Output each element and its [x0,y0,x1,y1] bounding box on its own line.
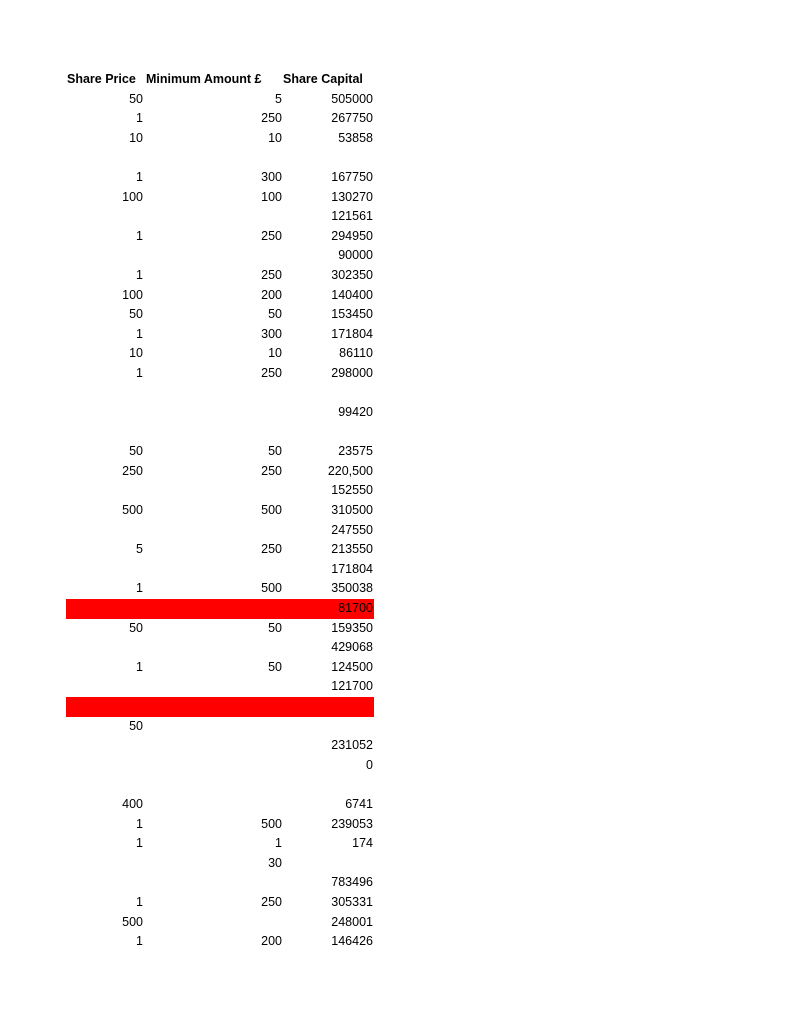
minimum-amount-cell[interactable]: 50 [268,659,282,674]
share-price-cell[interactable]: 1 [136,326,143,341]
share-capital-cell[interactable]: 248001 [331,914,373,929]
minimum-amount-cell[interactable]: 500 [261,503,282,518]
table-row [66,364,374,384]
table-row [66,834,374,854]
share-capital-cell[interactable]: 429068 [331,640,373,655]
share-price-cell[interactable]: 50 [129,718,143,733]
share-capital-cell[interactable]: 171804 [331,326,373,341]
table-row [66,677,374,697]
table-row [66,619,374,639]
minimum-amount-cell[interactable]: 500 [261,816,282,831]
table-row [66,344,374,364]
table-row [66,560,374,580]
share-price-cell[interactable]: 1 [136,267,143,282]
minimum-amount-cell[interactable]: 5 [275,91,282,106]
share-capital-cell[interactable]: 0 [366,757,373,772]
minimum-amount-cell[interactable]: 500 [261,581,282,596]
share-price-cell[interactable]: 10 [129,130,143,145]
table-row [66,481,374,501]
share-capital-cell[interactable]: 23575 [338,444,373,459]
share-capital-cell[interactable]: 267750 [331,111,373,126]
minimum-amount-cell[interactable]: 50 [268,307,282,322]
table-row [66,932,374,952]
table-row [66,462,374,482]
share-capital-cell[interactable]: 146426 [331,934,373,949]
share-price-cell[interactable]: 1 [136,816,143,831]
minimum-amount-cell[interactable]: 50 [268,620,282,635]
table-row [66,717,374,737]
minimum-amount-cell[interactable]: 10 [268,130,282,145]
share-capital-cell[interactable]: 310500 [331,503,373,518]
share-price-cell[interactable]: 500 [122,503,143,518]
table-row [66,207,374,227]
share-capital-cell[interactable]: 140400 [331,287,373,302]
share-price-cell[interactable]: 100 [122,287,143,302]
share-capital-cell[interactable]: 124500 [331,659,373,674]
minimum-amount-cell[interactable]: 200 [261,287,282,302]
share-price-cell[interactable]: 1 [136,365,143,380]
minimum-amount-cell[interactable]: 30 [268,855,282,870]
minimum-amount-cell[interactable]: 250 [261,228,282,243]
share-capital-cell[interactable]: 213550 [331,542,373,557]
table-row [66,266,374,286]
table-row [66,521,374,541]
minimum-amount-cell[interactable]: 300 [261,326,282,341]
table-row [66,286,374,306]
share-price-cell[interactable]: 50 [129,307,143,322]
share-capital-cell[interactable]: 220,500 [327,463,373,478]
share-price-cell[interactable]: 500 [122,914,143,929]
minimum-amount-cell[interactable]: 1 [275,836,282,851]
table-row [66,305,374,325]
table-row [66,442,374,462]
share-capital-cell[interactable]: 90000 [338,248,373,263]
table-row [66,90,374,110]
table-row [66,873,374,893]
table-row [66,246,374,266]
share-capital-cell[interactable]: 302350 [331,267,373,282]
share-price-cell[interactable]: 1 [136,111,143,126]
share-capital-cell[interactable]: 152550 [331,483,373,498]
table-row [66,384,374,404]
minimum-amount-cell[interactable]: 250 [261,894,282,909]
minimum-amount-cell[interactable]: 200 [261,934,282,949]
share-capital-cell[interactable]: 81700 [338,601,373,616]
share-capital-cell[interactable]: 121561 [331,209,373,224]
share-price-cell[interactable]: 5 [136,542,143,557]
table-row [66,227,374,247]
share-capital-cell[interactable]: 121700 [331,679,373,694]
share-price-cell[interactable]: 250 [122,463,143,478]
share-price-cell[interactable]: 50 [129,620,143,635]
minimum-amount-cell[interactable]: 250 [261,463,282,478]
table-row-highlighted [66,697,374,717]
minimum-amount-cell[interactable]: 100 [261,189,282,204]
header-share-capital[interactable]: Share Capital [283,72,363,86]
table-row [66,638,374,658]
share-price-cell[interactable]: 50 [129,91,143,106]
table-row [66,579,374,599]
share-capital-cell[interactable]: 505000 [331,91,373,106]
table-row [66,501,374,521]
minimum-amount-cell[interactable]: 50 [268,444,282,459]
share-price-cell[interactable]: 50 [129,444,143,459]
share-capital-cell[interactable]: 6741 [345,796,373,811]
table-row [66,775,374,795]
share-price-cell[interactable]: 400 [122,796,143,811]
table-row [66,403,374,423]
share-price-cell[interactable]: 1 [136,934,143,949]
share-capital-cell[interactable]: 783496 [331,875,373,890]
share-capital-cell[interactable]: 159350 [331,620,373,635]
share-capital-cell[interactable]: 153450 [331,307,373,322]
share-price-cell[interactable]: 1 [136,228,143,243]
minimum-amount-cell[interactable]: 300 [261,169,282,184]
share-price-cell[interactable]: 10 [129,346,143,361]
table-row [66,815,374,835]
share-capital-cell[interactable]: 305331 [331,894,373,909]
share-capital-cell[interactable]: 86110 [339,346,373,361]
share-price-cell[interactable]: 100 [122,189,143,204]
table-row [66,129,374,149]
header-minimum-amount[interactable]: Minimum Amount £ [146,72,262,86]
header-row [66,70,374,90]
table-row [66,540,374,560]
minimum-amount-cell[interactable]: 250 [261,542,282,557]
share-capital-cell[interactable]: 298000 [331,365,373,380]
table-row [66,913,374,933]
spreadsheet [66,70,374,952]
table-row [66,188,374,208]
minimum-amount-cell[interactable]: 10 [268,346,282,361]
table-row [66,795,374,815]
share-capital-cell[interactable]: 167750 [331,169,373,184]
share-price-cell[interactable]: 1 [136,581,143,596]
table-row [66,756,374,776]
table-row [66,168,374,188]
share-capital-cell[interactable]: 130270 [331,189,373,204]
share-price-cell[interactable]: 1 [136,836,143,851]
share-capital-cell[interactable]: 171804 [331,561,373,576]
share-price-cell[interactable]: 1 [136,659,143,674]
table-body [66,90,374,952]
table-row [66,423,374,443]
share-capital-cell[interactable]: 231052 [331,738,373,753]
minimum-amount-cell[interactable]: 250 [261,111,282,126]
share-price-cell[interactable]: 1 [136,169,143,184]
minimum-amount-cell[interactable]: 250 [261,267,282,282]
table-row [66,854,374,874]
share-capital-cell[interactable]: 350038 [331,581,373,596]
header-share-price[interactable]: Share Price [67,72,136,86]
table-row [66,148,374,168]
share-capital-cell[interactable]: 247550 [331,522,373,537]
table-row-highlighted [66,599,374,619]
table-row [66,325,374,345]
share-capital-cell[interactable]: 99420 [338,405,373,420]
share-capital-cell[interactable]: 174 [352,836,373,851]
minimum-amount-cell[interactable]: 250 [261,365,282,380]
share-price-cell[interactable]: 1 [136,894,143,909]
table-row [66,109,374,129]
share-capital-cell[interactable]: 53858 [338,130,373,145]
table-row [66,736,374,756]
table-row [66,893,374,913]
share-capital-cell[interactable]: 239053 [331,816,373,831]
table-row [66,658,374,678]
share-capital-cell[interactable]: 294950 [331,228,373,243]
